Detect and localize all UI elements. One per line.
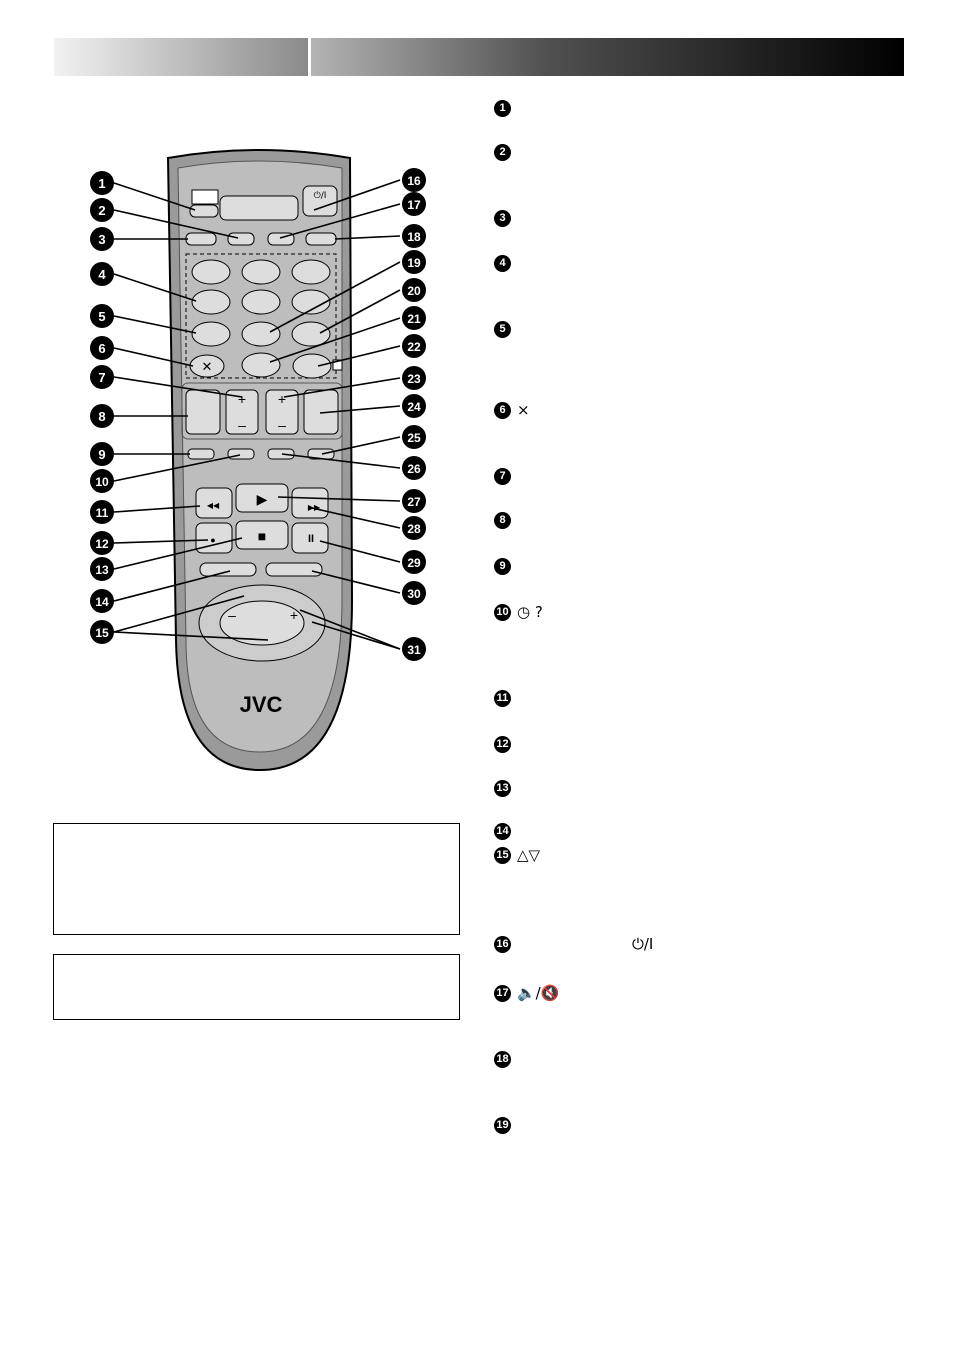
list-number: 15 [494, 847, 511, 864]
list-number: 11 [494, 690, 511, 707]
key-7[interactable] [192, 322, 230, 346]
power-label: ⏻/I [313, 191, 327, 201]
list-item [494, 557, 517, 575]
power-icon: ⏻/I [632, 935, 654, 953]
list-number: 14 [494, 823, 511, 840]
minus-icon: – [228, 607, 236, 623]
clock-question-icon: ◷ ? [517, 603, 543, 621]
list-number: 2 [494, 144, 511, 161]
list-item [494, 603, 543, 621]
callout-number: 18 [407, 230, 421, 244]
button-10[interactable] [228, 449, 254, 459]
list-number: 12 [494, 736, 511, 753]
tv-indicator [192, 190, 218, 204]
list-item [494, 1116, 517, 1134]
timer-button[interactable] [293, 354, 331, 378]
callout-number: 9 [98, 447, 106, 462]
list-item [494, 254, 517, 272]
key-4[interactable] [192, 290, 230, 314]
plus-icon: + [277, 391, 287, 407]
callout-number: 6 [98, 341, 106, 356]
list-number: 10 [494, 604, 511, 621]
button-26[interactable] [268, 449, 294, 459]
play-icon: ▶ [256, 491, 268, 507]
list-item [494, 320, 517, 338]
callout-number: 7 [98, 370, 106, 385]
speaker-mute-icon: 🔈/🔇 [517, 984, 560, 1002]
list-item [494, 846, 540, 864]
list-number: 8 [494, 512, 511, 529]
list-item [494, 735, 517, 753]
callout-number: 27 [407, 495, 421, 509]
list-number: 7 [494, 468, 511, 485]
list-number: 9 [494, 558, 511, 575]
callout-number: 14 [95, 595, 109, 609]
list-number: 13 [494, 780, 511, 797]
list-number: 17 [494, 985, 511, 1002]
list-item [494, 1050, 517, 1068]
list-number: 5 [494, 321, 511, 338]
up-down-triangle-icon: △▽ [517, 846, 541, 864]
note-box [53, 823, 460, 935]
key-1[interactable] [192, 260, 230, 284]
button-9[interactable] [188, 449, 214, 459]
brand-logo: JVC [239, 692, 283, 717]
list-item [494, 467, 517, 485]
list-item [494, 689, 517, 707]
key-3[interactable] [292, 260, 330, 284]
record-icon: ● [210, 535, 216, 545]
display-window [220, 196, 298, 220]
button-30[interactable] [266, 563, 322, 576]
button-3[interactable] [186, 233, 216, 245]
callouts-left [90, 171, 114, 644]
plus-icon: + [289, 607, 299, 623]
callout-number: 10 [95, 475, 109, 489]
list-number: 16 [494, 936, 511, 953]
callout-number: 1 [98, 176, 106, 191]
button-1[interactable] [190, 205, 218, 217]
callout-number: 23 [407, 372, 421, 386]
list-item [494, 511, 517, 529]
list-number: 18 [494, 1051, 511, 1068]
callout-number: 12 [95, 537, 109, 551]
plus-icon: + [237, 391, 247, 407]
callout-number: 28 [407, 522, 421, 536]
list-item [494, 984, 559, 1002]
note-box [53, 954, 460, 1020]
key-8[interactable] [242, 322, 280, 346]
callout-number: 16 [407, 174, 421, 188]
callout-number: 30 [407, 587, 421, 601]
callout-number: 8 [98, 409, 106, 424]
rewind-icon: ◀◀ [206, 501, 220, 510]
cancel-icon: ✕ [201, 359, 213, 374]
callout-number: 15 [95, 626, 109, 640]
callout-number: 26 [407, 462, 421, 476]
key-9[interactable] [292, 322, 330, 346]
callout-number: 5 [98, 309, 106, 324]
button-14[interactable] [200, 563, 256, 576]
list-item [494, 822, 517, 840]
list-item [494, 401, 530, 419]
list-number: 1 [494, 100, 511, 117]
callout-number: 3 [98, 232, 106, 247]
minus-icon: – [278, 417, 286, 433]
callout-number: 25 [407, 431, 421, 445]
cancel-icon: × [517, 401, 530, 419]
list-item [494, 779, 517, 797]
callout-number: 22 [407, 340, 421, 354]
list-number: 6 [494, 402, 511, 419]
callout-number: 20 [407, 284, 421, 298]
callout-number: 2 [98, 203, 106, 218]
fast-forward-icon: ▶▶ [307, 503, 321, 512]
button-18[interactable] [306, 233, 336, 245]
callout-number: 19 [407, 256, 421, 270]
callouts-right [402, 168, 426, 661]
stop-icon: ■ [257, 528, 267, 544]
callout-number: 11 [95, 506, 109, 520]
button-2[interactable] [228, 233, 254, 245]
key-2[interactable] [242, 260, 280, 284]
callout-number: 13 [95, 563, 109, 577]
callout-number: 17 [407, 198, 421, 212]
list-number: 3 [494, 210, 511, 227]
list-item [494, 99, 517, 117]
callout-number: 21 [407, 312, 421, 326]
list-number: 4 [494, 255, 511, 272]
list-item [494, 209, 517, 227]
key-0[interactable] [242, 353, 280, 377]
key-5[interactable] [242, 290, 280, 314]
list-item [494, 935, 653, 953]
callout-number: 4 [98, 267, 106, 282]
minus-icon: – [238, 417, 246, 433]
list-number: 19 [494, 1117, 511, 1134]
callout-number: 31 [407, 643, 421, 657]
pause-icon: II [307, 533, 315, 545]
callout-number: 29 [407, 556, 421, 570]
tv-channel-rocker[interactable] [186, 390, 220, 434]
callout-number: 24 [407, 400, 421, 414]
list-item [494, 143, 517, 161]
